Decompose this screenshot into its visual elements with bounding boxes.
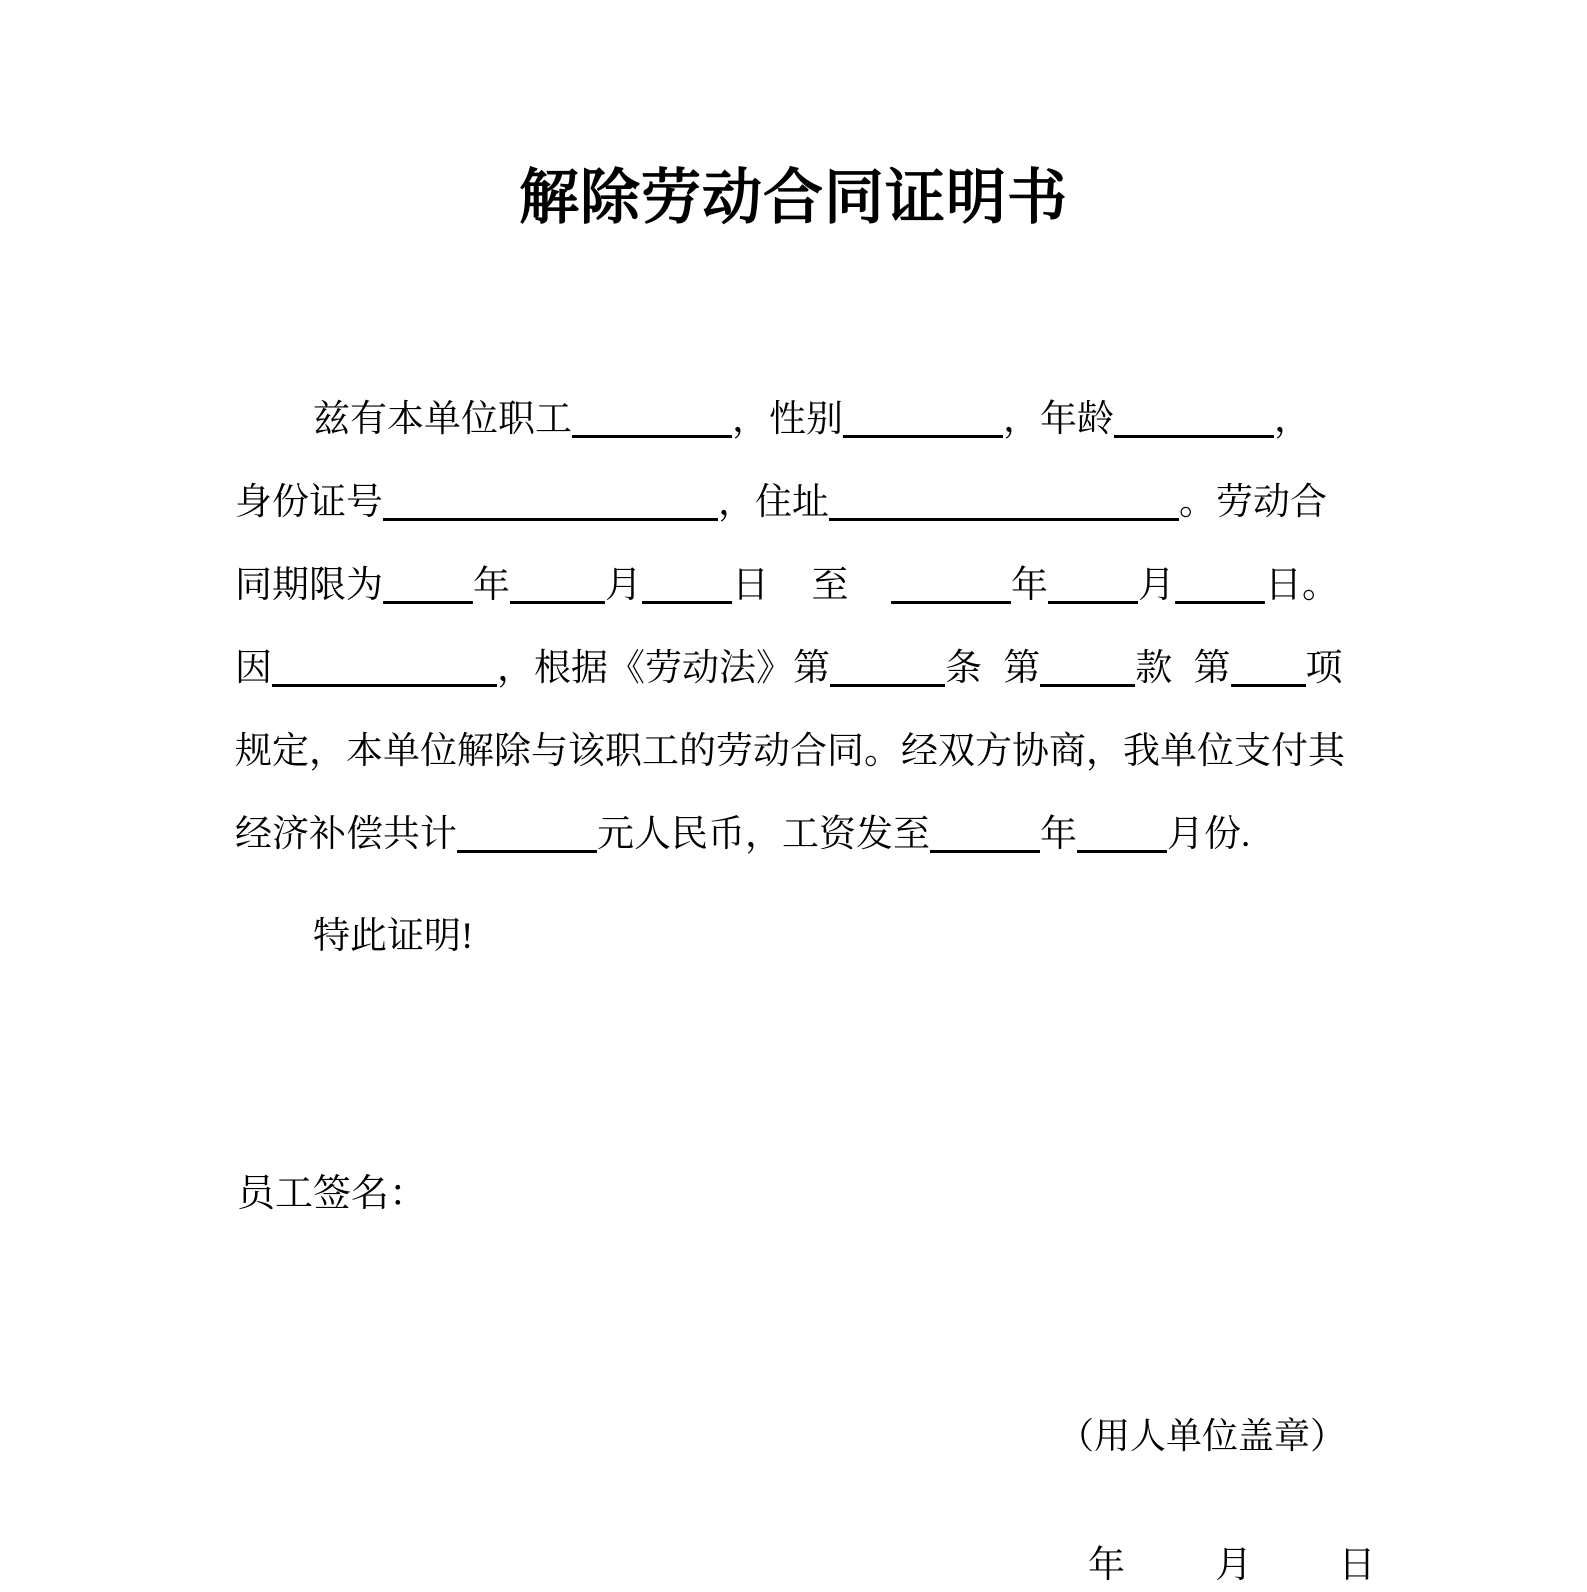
text-run: 条 第 xyxy=(945,648,1041,689)
text-run: 月 xyxy=(605,565,642,606)
employee-signature-label: 员工签名： xyxy=(237,1173,428,1215)
body-line xyxy=(235,461,1415,544)
blank-field xyxy=(1175,567,1265,604)
blank-field xyxy=(1114,401,1274,438)
body-line xyxy=(235,378,1415,461)
document-body xyxy=(235,378,1415,876)
blank-field xyxy=(829,484,1179,521)
blank-field xyxy=(572,401,732,438)
document-title: 解除劳动合同证明书 xyxy=(519,165,1068,231)
text-run: ，年龄 xyxy=(1003,399,1114,440)
text-run: 款 第 xyxy=(1135,648,1231,689)
text-run: 经济补偿共计 xyxy=(235,814,457,855)
text-run: 。劳动合 xyxy=(1179,482,1327,523)
blank-field xyxy=(1077,816,1167,853)
text-run: ，根据《劳动法》第 xyxy=(497,648,830,689)
employer-seal-label: （用人单位盖章） xyxy=(1058,1416,1347,1456)
year-label: 年 xyxy=(1088,1545,1125,1586)
text-run: 年 xyxy=(1011,565,1048,606)
body-line xyxy=(235,710,1415,793)
text-run: 因 xyxy=(235,648,272,689)
body-line xyxy=(235,544,1415,627)
blank-field xyxy=(272,650,497,687)
blank-field xyxy=(1231,650,1306,687)
date-line xyxy=(1088,1534,1376,1588)
text-run: 日 至 xyxy=(732,565,891,606)
text-run: 身份证号 xyxy=(235,482,383,523)
blank-field xyxy=(830,650,945,687)
blank-field xyxy=(843,401,1003,438)
text-run: 同期限为 xyxy=(235,565,383,606)
blank-field xyxy=(383,484,718,521)
blank-field xyxy=(510,567,605,604)
text-run: ，性别 xyxy=(732,399,843,440)
text-run: 元人民币，工资发至 xyxy=(597,814,930,855)
month-label: 月 xyxy=(1215,1545,1253,1586)
text-run: 年 xyxy=(473,565,510,606)
body-line xyxy=(235,627,1415,710)
blank-field xyxy=(891,567,1011,604)
closing-statement: 特此证明! xyxy=(313,916,474,957)
text-run: ，住址 xyxy=(718,482,829,523)
text-run: 日。 xyxy=(1265,565,1339,606)
text-run: 月份. xyxy=(1167,814,1251,855)
text-run: 年 xyxy=(1040,814,1077,855)
text-run: 规定，本单位解除与该职工的劳动合同。经双方协商，我单位支付其 xyxy=(235,731,1345,772)
text-run: 月 xyxy=(1138,565,1175,606)
day-label: 日 xyxy=(1338,1545,1376,1586)
blank-field xyxy=(642,567,732,604)
blank-field xyxy=(1040,650,1135,687)
blank-field xyxy=(930,816,1040,853)
blank-field xyxy=(457,816,597,853)
blank-field xyxy=(1048,567,1138,604)
blank-field xyxy=(383,567,473,604)
text-run: ， xyxy=(1274,399,1311,440)
text-run: 兹有本单位职工 xyxy=(313,399,572,440)
body-line xyxy=(235,793,1415,876)
text-run: 项 xyxy=(1305,648,1343,689)
